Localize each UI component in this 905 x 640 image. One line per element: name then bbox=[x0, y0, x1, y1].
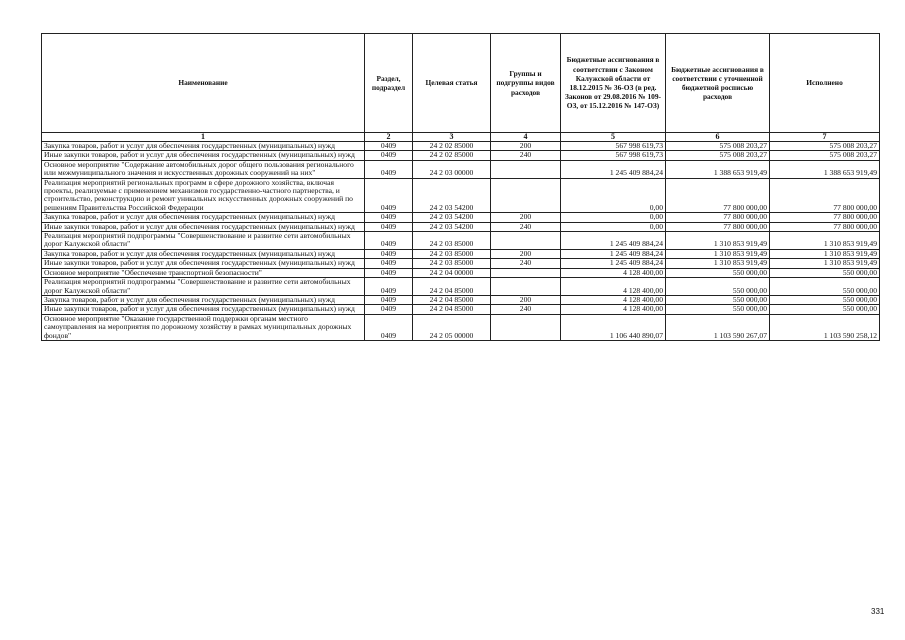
row-group bbox=[491, 278, 561, 296]
row-target: 24 2 03 00000 bbox=[413, 160, 491, 178]
row-group bbox=[491, 160, 561, 178]
row-name: Закупка товаров, работ и услуг для обеспечения государственных (муниципальных) нужд bbox=[42, 295, 365, 304]
row-executed: 550 000,00 bbox=[770, 268, 880, 277]
row-specified: 550 000,00 bbox=[666, 268, 770, 277]
row-target: 24 2 05 00000 bbox=[413, 314, 491, 340]
row-section: 0409 bbox=[365, 213, 413, 222]
row-group bbox=[491, 268, 561, 277]
row-group: 200 bbox=[491, 142, 561, 151]
row-name: Иные закупки товаров, работ и услуг для обеспечения государственных (муниципальных) нужд bbox=[42, 222, 365, 231]
column-number: 2 bbox=[365, 133, 413, 142]
row-group: 200 bbox=[491, 249, 561, 258]
header-executed: Исполнено bbox=[770, 34, 880, 133]
row-target: 24 2 03 54200 bbox=[413, 222, 491, 231]
row-section: 0409 bbox=[365, 314, 413, 340]
row-section: 0409 bbox=[365, 268, 413, 277]
row-approved: 4 128 400,00 bbox=[561, 278, 666, 296]
row-section: 0409 bbox=[365, 222, 413, 231]
table-row bbox=[42, 259, 880, 268]
header-target: Целевая статья bbox=[413, 34, 491, 133]
header-groups: Группы и подгруппы видов расходов bbox=[491, 34, 561, 133]
row-approved: 567 998 619,73 bbox=[561, 142, 666, 151]
row-specified: 1 388 653 919,49 bbox=[666, 160, 770, 178]
row-name: Реализация мероприятий подпрограммы "Совершенствование и развитие сети автомобильных дорог Калужской области" bbox=[42, 232, 365, 250]
row-executed: 1 310 853 919,49 bbox=[770, 249, 880, 258]
row-group bbox=[491, 232, 561, 250]
header-section: Раздел, подраздел bbox=[365, 34, 413, 133]
header-approved: Бюджетные ассигнования в соответствии с Законом Калужской области от 18.12.2015 № 36-ОЗ (в ред. Законов от 29.08.2016 № 109-ОЗ, от 15.12.2016 № 147-ОЗ) bbox=[561, 34, 666, 133]
row-approved: 1 245 409 884,24 bbox=[561, 232, 666, 250]
header-specified: Бюджетные ассигнования в соответствии с уточненной бюджетной росписью расходов bbox=[666, 34, 770, 133]
row-executed: 550 000,00 bbox=[770, 305, 880, 314]
row-target: 24 2 02 85000 bbox=[413, 151, 491, 160]
row-executed: 77 800 000,00 bbox=[770, 178, 880, 213]
row-name: Реализация мероприятий региональных программ в сфере дорожного хозяйства, включая проекты, реализуемые с применением механизмов государственно-частного партнерства, и строительство, реконструкцию и ремонт уникальных искусственных дорожных сооружений по решениям Правительства Российской Федерации bbox=[42, 178, 365, 213]
row-executed: 575 008 203,27 bbox=[770, 142, 880, 151]
row-section: 0409 bbox=[365, 249, 413, 258]
row-executed: 1 310 853 919,49 bbox=[770, 232, 880, 250]
row-specified: 550 000,00 bbox=[666, 295, 770, 304]
row-target: 24 2 04 85000 bbox=[413, 295, 491, 304]
row-target: 24 2 03 85000 bbox=[413, 232, 491, 250]
row-specified: 550 000,00 bbox=[666, 305, 770, 314]
column-number: 6 bbox=[666, 133, 770, 142]
row-approved: 4 128 400,00 bbox=[561, 295, 666, 304]
row-name: Реализация мероприятий подпрограммы "Совершенствование и развитие сети автомобильных дорог Калужской области" bbox=[42, 278, 365, 296]
row-approved: 1 245 409 884,24 bbox=[561, 249, 666, 258]
row-name: Основное мероприятие "Оказание государственной поддержки органам местного самоуправления на мероприятия по дорожному хозяйству в рамках муниципальных дорожных фондов" bbox=[42, 314, 365, 340]
row-specified: 1 103 590 267,07 bbox=[666, 314, 770, 340]
column-number: 7 bbox=[770, 133, 880, 142]
row-target: 24 2 04 85000 bbox=[413, 305, 491, 314]
row-section: 0409 bbox=[365, 160, 413, 178]
row-group: 200 bbox=[491, 213, 561, 222]
row-section: 0409 bbox=[365, 178, 413, 213]
row-executed: 77 800 000,00 bbox=[770, 222, 880, 231]
row-approved: 1 245 409 884,24 bbox=[561, 160, 666, 178]
table-row bbox=[42, 305, 880, 314]
row-approved: 567 998 619,73 bbox=[561, 151, 666, 160]
row-executed: 550 000,00 bbox=[770, 278, 880, 296]
row-executed: 77 800 000,00 bbox=[770, 213, 880, 222]
header-row bbox=[42, 34, 880, 133]
row-name: Иные закупки товаров, работ и услуг для обеспечения государственных (муниципальных) нужд bbox=[42, 305, 365, 314]
row-executed: 575 008 203,27 bbox=[770, 151, 880, 160]
row-target: 24 2 03 54200 bbox=[413, 178, 491, 213]
row-name: Иные закупки товаров, работ и услуг для обеспечения государственных (муниципальных) нужд bbox=[42, 259, 365, 268]
row-target: 24 2 04 85000 bbox=[413, 278, 491, 296]
row-target: 24 2 03 85000 bbox=[413, 259, 491, 268]
row-executed: 1 103 590 258,12 bbox=[770, 314, 880, 340]
row-executed: 1 310 853 919,49 bbox=[770, 259, 880, 268]
row-name: Основное мероприятие "Обеспечение транспортной безопасности" bbox=[42, 268, 365, 277]
row-group: 240 bbox=[491, 222, 561, 231]
column-number: 5 bbox=[561, 133, 666, 142]
header-name: Наименование bbox=[42, 34, 365, 133]
row-section: 0409 bbox=[365, 232, 413, 250]
row-specified: 1 310 853 919,49 bbox=[666, 249, 770, 258]
row-specified: 1 310 853 919,49 bbox=[666, 259, 770, 268]
table-row bbox=[42, 213, 880, 222]
row-specified: 575 008 203,27 bbox=[666, 151, 770, 160]
row-specified: 575 008 203,27 bbox=[666, 142, 770, 151]
table-row bbox=[42, 151, 880, 160]
table-row bbox=[42, 178, 880, 213]
row-name: Закупка товаров, работ и услуг для обеспечения государственных (муниципальных) нужд bbox=[42, 213, 365, 222]
row-group: 200 bbox=[491, 295, 561, 304]
row-specified: 1 310 853 919,49 bbox=[666, 232, 770, 250]
row-section: 0409 bbox=[365, 295, 413, 304]
row-section: 0409 bbox=[365, 259, 413, 268]
row-group: 240 bbox=[491, 305, 561, 314]
row-approved: 1 106 440 890,07 bbox=[561, 314, 666, 340]
row-name: Иные закупки товаров, работ и услуг для обеспечения государственных (муниципальных) нужд bbox=[42, 151, 365, 160]
row-group: 240 bbox=[491, 259, 561, 268]
row-specified: 550 000,00 bbox=[666, 278, 770, 296]
row-approved: 1 245 409 884,24 bbox=[561, 259, 666, 268]
budget-table bbox=[41, 33, 880, 341]
table-row bbox=[42, 278, 880, 296]
row-executed: 1 388 653 919,49 bbox=[770, 160, 880, 178]
column-number: 3 bbox=[413, 133, 491, 142]
row-approved: 0,00 bbox=[561, 178, 666, 213]
row-target: 24 2 04 00000 bbox=[413, 268, 491, 277]
row-specified: 77 800 000,00 bbox=[666, 213, 770, 222]
row-group: 240 bbox=[491, 151, 561, 160]
row-approved: 0,00 bbox=[561, 213, 666, 222]
row-target: 24 2 03 85000 bbox=[413, 249, 491, 258]
table-body bbox=[42, 142, 880, 341]
row-section: 0409 bbox=[365, 142, 413, 151]
row-specified: 77 800 000,00 bbox=[666, 178, 770, 213]
row-group bbox=[491, 314, 561, 340]
row-executed: 550 000,00 bbox=[770, 295, 880, 304]
column-number: 4 bbox=[491, 133, 561, 142]
row-name: Закупка товаров, работ и услуг для обеспечения государственных (муниципальных) нужд bbox=[42, 142, 365, 151]
row-section: 0409 bbox=[365, 278, 413, 296]
row-name: Закупка товаров, работ и услуг для обеспечения государственных (муниципальных) нужд bbox=[42, 249, 365, 258]
column-number: 1 bbox=[42, 133, 365, 142]
row-specified: 77 800 000,00 bbox=[666, 222, 770, 231]
row-approved: 0,00 bbox=[561, 222, 666, 231]
row-name: Основное мероприятие "Содержание автомобильных дорог общего пользования регионального или межмуниципального значения и искусственных дорожных сооружений на них" bbox=[42, 160, 365, 178]
page-number: 331 bbox=[871, 607, 885, 616]
table-row bbox=[42, 160, 880, 178]
table-row bbox=[42, 232, 880, 250]
row-approved: 4 128 400,00 bbox=[561, 268, 666, 277]
row-target: 24 2 03 54200 bbox=[413, 213, 491, 222]
row-section: 0409 bbox=[365, 305, 413, 314]
row-section: 0409 bbox=[365, 151, 413, 160]
table-row bbox=[42, 314, 880, 340]
row-group bbox=[491, 178, 561, 213]
row-approved: 4 128 400,00 bbox=[561, 305, 666, 314]
row-target: 24 2 02 85000 bbox=[413, 142, 491, 151]
